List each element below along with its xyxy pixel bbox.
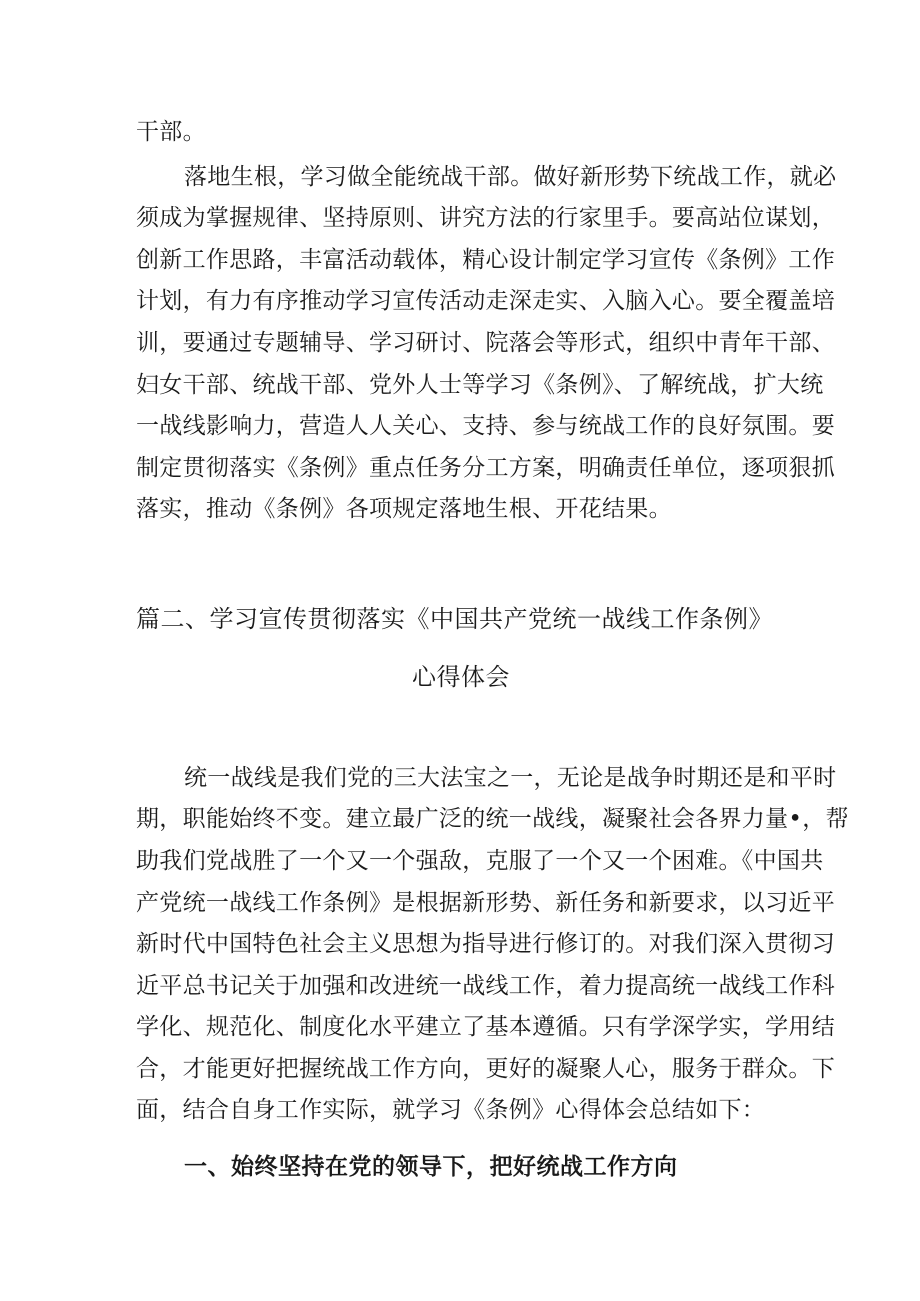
text-line: 助我们党战胜了一个又一个强敌，克服了一个又一个困难。《中国共 (136, 848, 824, 874)
text-line: 面，结合自身工作实际，就学习《条例》心得体会总结如下： (136, 1097, 766, 1123)
section-subheading: 一、始终坚持在党的领导下，把好统战工作方向 (184, 1154, 678, 1180)
text-line: 产党统一战线工作条例》是根据新形势、新任务和新要求，以习近平 (136, 890, 835, 916)
text-line: 计划，有力有序推动学习宣传活动走深走实、入脑入心。要全覆盖培 (136, 288, 835, 314)
text-line: 一战线影响力，营造人人关心、支持、参与统战工作的良好氛围。要 (136, 413, 835, 439)
text-line: 统一战线是我们党的三大法宝之一，无论是战争时期还是和平时 (184, 765, 837, 791)
text-line: 须成为掌握规律、坚持原则、讲究方法的行家里手。要高站位谋划， (136, 205, 835, 231)
text-line: 期，职能始终不变。建立最广泛的统一战线，凝聚社会各界力量•，帮 (136, 806, 849, 832)
text-line: 制定贯彻落实《条例》重点任务分工方案，明确责任单位，逐项狠抓 (136, 455, 835, 481)
text-line: 学化、规范化、制度化水平建立了基本遵循。只有学深学实，学用结 (136, 1014, 835, 1040)
text-line: 干部。 (136, 119, 206, 145)
article-title-line-2: 心得体会 (412, 663, 510, 691)
article-title-line-1: 篇二、学习宣传贯彻落实《中国共产党统一战线工作条例》 (136, 605, 773, 633)
text-line: 创新工作思路，丰富活动载体，精心设计制定学习宣传《条例》工作 (136, 247, 835, 273)
text-line: 妇女干部、统战干部、党外人士等学习《条例》、了解统战，扩大统 (136, 372, 824, 398)
text-line: 落实，推动《条例》各项规定落地生根、开花结果。 (136, 496, 672, 522)
text-line: 合，才能更好把握统战工作方向，更好的凝聚人心，服务于群众。下 (136, 1056, 835, 1082)
text-line: 新时代中国特色社会主义思想为指导进行修订的。对我们深入贯彻习 (136, 931, 835, 957)
text-line: 训，要通过专题辅导、学习研讨、院落会等形式，组织中青年干部、 (136, 330, 835, 356)
text-line: 落地生根，学习做全能统战干部。做好新形势下统战工作，就必 (184, 164, 837, 190)
text-line: 近平总书记关于加强和改进统一战线工作，着力提高统一战线工作科 (136, 973, 835, 999)
